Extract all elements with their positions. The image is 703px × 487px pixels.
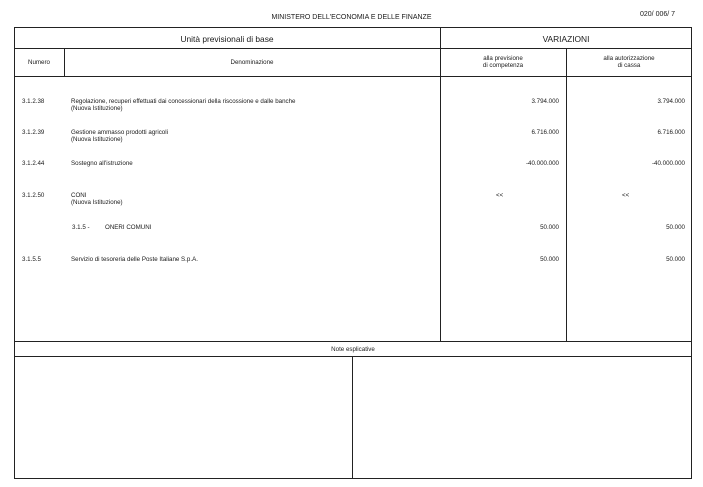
ministry-title: MINISTERO DELL'ECONOMIA E DELLE FINANZE	[271, 14, 432, 21]
row-denominazione-text: CONI	[71, 192, 87, 199]
table-row	[14, 160, 692, 190]
header-divider	[14, 48, 692, 49]
column-header-divider	[14, 76, 692, 77]
table-row	[14, 98, 692, 128]
row-previsione: 50.000	[540, 256, 559, 263]
row-previsione: -40.000.000	[525, 160, 559, 167]
row-cassa: 50.000	[666, 224, 685, 231]
table-row-subsection	[14, 224, 692, 254]
column-header-cassa	[566, 55, 692, 70]
row-cassa: 50.000	[666, 256, 685, 263]
row-cassa: 6.716.000	[657, 129, 685, 136]
row-denominazione-text: Servizio di tesoreria delle Poste Italiane S.p.A.	[71, 256, 198, 263]
table-row	[14, 129, 692, 159]
column-header-previsione-line1: alla previsione	[483, 55, 523, 62]
row-denominazione	[71, 192, 123, 207]
row-numero: 3.1.2.44	[22, 160, 45, 167]
table-row	[14, 256, 692, 286]
row-previsione: 3.794.000	[531, 98, 559, 105]
row-nota: (Nuova Istituzione)	[71, 199, 123, 207]
row-nota: (Nuova Istituzione)	[71, 136, 123, 144]
column-header-cassa-line1: alla autorizzazione	[603, 55, 655, 62]
row-cassa: 3.794.000	[657, 98, 685, 105]
subsection-code: 3.1.5 -	[72, 224, 90, 231]
row-cassa: <<	[622, 192, 630, 199]
column-header-numero: Numero	[27, 59, 50, 66]
row-previsione: 6.716.000	[531, 129, 559, 136]
notes-left-panel	[15, 357, 352, 478]
row-denominazione-text: Regolazione, recuperi effettuati dai concessionari della riscossione e dalle banche	[71, 98, 296, 105]
row-denominazione-text: Sostegno all'istruzione	[71, 160, 133, 167]
column-header-previsione-line2: di competenza	[482, 62, 524, 70]
column-header-previsione	[440, 55, 566, 70]
page-code: 020/ 006/ 7	[640, 11, 676, 18]
row-denominazione	[71, 256, 198, 263]
row-denominazione-text: Gestione ammasso prodotti agricoli	[71, 129, 168, 136]
section-unita-previsionali: Unità previsionali di base	[180, 34, 274, 44]
table-bottom-divider	[14, 341, 692, 342]
column-header-cassa-line2: di cassa	[617, 62, 641, 70]
row-denominazione	[71, 160, 133, 167]
notes-title: Note esplicative	[331, 346, 375, 353]
row-numero: 3.1.2.50	[22, 192, 45, 199]
row-numero: 3.1.2.39	[22, 129, 45, 136]
notes-right-panel	[353, 357, 691, 478]
column-header-denominazione: Denominazione	[230, 59, 274, 66]
row-denominazione	[71, 129, 168, 144]
section-variazioni: VARIAZIONI	[542, 34, 590, 44]
table-row	[14, 192, 692, 222]
subsection-title: ONERI COMUNI	[105, 224, 152, 231]
row-previsione: <<	[496, 192, 504, 199]
row-cassa: -40.000.000	[651, 160, 685, 167]
row-denominazione	[71, 98, 296, 113]
row-numero: 3.1.2.38	[22, 98, 45, 105]
row-nota: (Nuova Istituzione)	[71, 105, 123, 113]
row-previsione: 50.000	[540, 224, 559, 231]
row-numero: 3.1.5.5	[22, 256, 41, 263]
